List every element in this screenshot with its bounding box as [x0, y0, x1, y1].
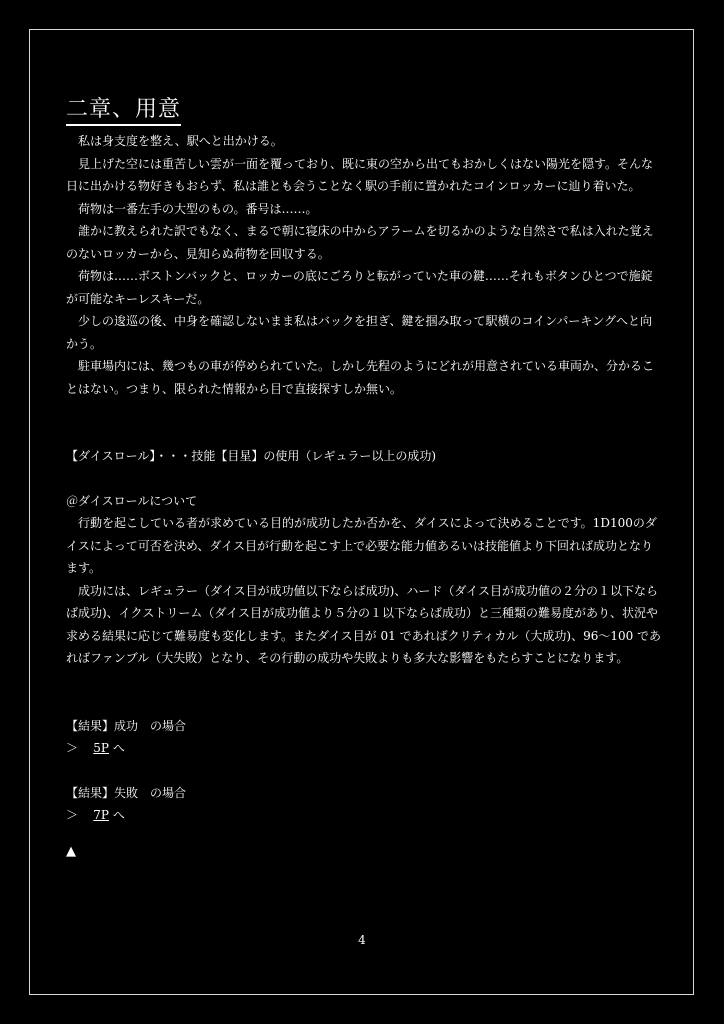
- arrow-icon: ＞: [66, 741, 79, 755]
- result-success-label: 【結果】成功 の場合: [66, 718, 187, 733]
- story-paragraph: 駐車場内には、幾つもの車が停められていた。しかし先程のようにどれが用意されている車両か、分かることはない。つまり、限られた情報から目で直接探すしか無い。: [66, 359, 655, 396]
- page-link-5p[interactable]: 5P: [93, 741, 109, 755]
- link-suffix: へ: [112, 741, 125, 755]
- dice-roll-heading: ＠ダイスロールについて: [66, 493, 198, 508]
- story-paragraph: 少しの逡巡の後、中身を確認しないまま私はバックを担ぎ、鍵を掴み取って駅横のコインパーキングへと向かう。: [66, 314, 652, 351]
- chapter-title: 二章、用意: [66, 96, 181, 126]
- arrow-icon: ＞: [66, 808, 79, 822]
- dice-roll-paragraph: 行動を起こしている者が求めている目的が成功したか否かを、ダイスによって決めることです。1D100のダイスによって可否を決め、ダイス目が行動を起こす上で必要な能力値あるいは技能値より下回れば成功となります。: [66, 516, 657, 575]
- result-failure: [66, 782, 662, 827]
- result-success-link-line: [66, 737, 662, 760]
- page-number: 4: [358, 933, 366, 947]
- story-paragraph: 荷物は一番左手の大型のもの。番号は……。: [78, 201, 318, 216]
- triangle-icon: ▲: [66, 843, 76, 859]
- story-text: [66, 130, 662, 400]
- page-content: [66, 96, 662, 863]
- story-paragraph: 私は身支度を整え、駅へと出かける。: [78, 134, 283, 148]
- story-paragraph: 見上げた空には重苦しい雲が一面を覆っており、既に東の空から出てもおかしくはない陽光を隠す。そんな日に出かける物好きもおらず、私は誰とも会うことなく駅の手前に置かれたコインロッカーに辿り着いた。: [66, 156, 654, 193]
- page-link-7p[interactable]: 7P: [93, 808, 109, 822]
- link-suffix: へ: [112, 808, 125, 822]
- dice-roll-instruction: 【ダイスロール】・・・技能【目星】の使用（レギュラー以上の成功): [66, 449, 437, 463]
- story-paragraph: 荷物は……ボストンバックと、ロッカーの底にごろりと転がっていた車の鍵……それもボタンひとつで施錠が可能なキーレスキーだ。: [66, 269, 653, 306]
- story-paragraph: 誰かに教えられた訳でもなく、まるで朝に寝床の中からアラームを切るかのような自然さで私は入れた覚えのないロッカーから、見知らぬ荷物を回収する。: [66, 224, 654, 261]
- result-failure-link-line: [66, 804, 662, 827]
- result-success: [66, 715, 662, 760]
- dice-roll-paragraph: 成功には、レギュラー（ダイス目が成功値以下ならば成功)、ハード（ダイス目が成功値の２分の１以下ならば成功)、イクストリーム（ダイス目が成功値より５分の１以下ならば成功）と三種類の難易度があり、状況や求める結果に応じて難易度も変化します。またダイス目が 01 であればクリティカル（大成功)、96～100 であればファンブル（大失敗）となり、その行動の成功や失敗よりも多大な影響をもたらすことになります。: [66, 583, 662, 665]
- result-failure-label: 【結果】失敗 の場合: [66, 785, 187, 800]
- dice-roll-explanation: [66, 490, 662, 670]
